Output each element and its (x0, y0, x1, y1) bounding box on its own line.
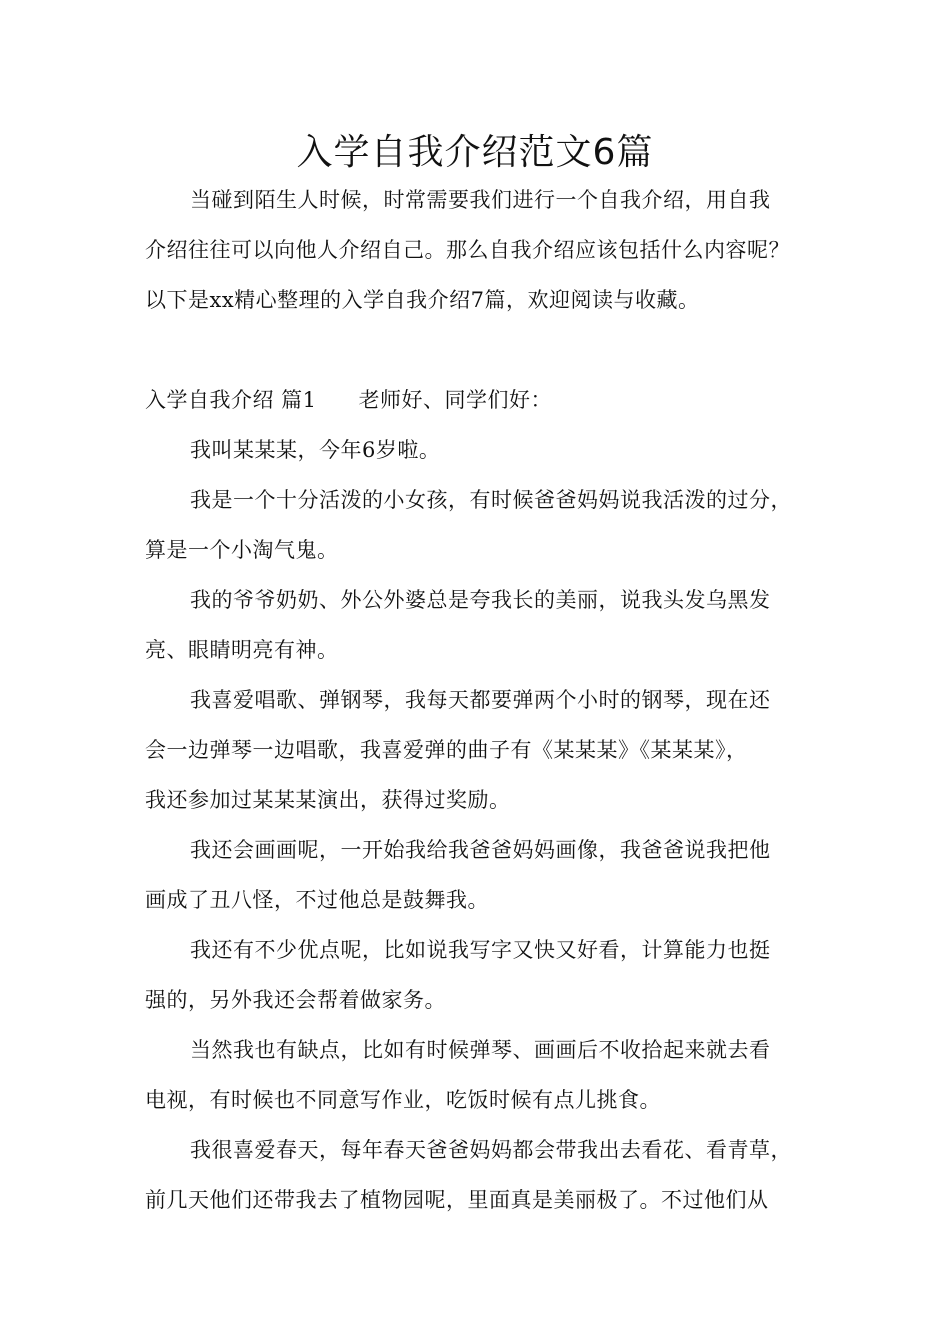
body-line-5: 亮、眼睛明亮有神。 (145, 638, 339, 662)
body-line-14: 电视，有时候也不同意写作业，吃饭时候有点儿挑食。 (145, 1088, 661, 1112)
body-line-16: 前几天他们还带我去了植物园呢，里面真是美丽极了。不过他们从 (145, 1188, 769, 1212)
body-line-11: 我还有不少优点呢，比如说我写字又快又好看，计算能力也挺 (190, 938, 771, 962)
document-title: 入学自我介绍范文6篇 (296, 132, 654, 173)
intro-line-2: 介绍往往可以向他人介绍自己。那么自我介绍应该包括什么内容呢？ (145, 238, 790, 262)
section-heading: 入学自我介绍 篇1 (145, 388, 317, 412)
body-line-8: 我还参加过某某某演出，获得过奖励。 (145, 788, 511, 812)
body-line-13: 当然我也有缺点，比如有时候弹琴、画画后不收拾起来就去看 (190, 1038, 771, 1062)
greeting: 老师好、同学们好： (358, 388, 553, 412)
body-line-12: 强的，另外我还会帮着做家务。 (145, 988, 446, 1012)
body-line-2: 我是一个十分活泼的小女孩，有时候爸爸妈妈说我活泼的过分， (190, 488, 792, 512)
body-line-15: 我很喜爱春天，每年春天爸爸妈妈都会带我出去看花、看青草， (190, 1138, 792, 1162)
body-line-1: 我叫某某某，今年6岁啦。 (190, 438, 441, 462)
body-line-9: 我还会画画呢，一开始我给我爸爸妈妈画像，我爸爸说我把他 (190, 838, 771, 862)
body-line-10: 画成了丑八怪，不过他总是鼓舞我。 (145, 888, 489, 912)
body-line-7: 会一边弹琴一边唱歌，我喜爱弹的曲子有《某某某》《某某某》， (145, 738, 748, 762)
body-line-3: 算是一个小淘气鬼。 (145, 538, 339, 562)
body-line-4: 我的爷爷奶奶、外公外婆总是夸我长的美丽，说我头发乌黑发 (190, 588, 771, 612)
section-heading-line (145, 385, 825, 415)
body-line-6: 我喜爱唱歌、弹钢琴，我每天都要弹两个小时的钢琴，现在还 (190, 688, 771, 712)
intro-line-1: 当碰到陌生人时候，时常需要我们进行一个自我介绍，用自我 (190, 188, 771, 212)
intro-line-3: 以下是xx精心整理的入学自我介绍7篇，欢迎阅读与收藏。 (145, 288, 700, 312)
